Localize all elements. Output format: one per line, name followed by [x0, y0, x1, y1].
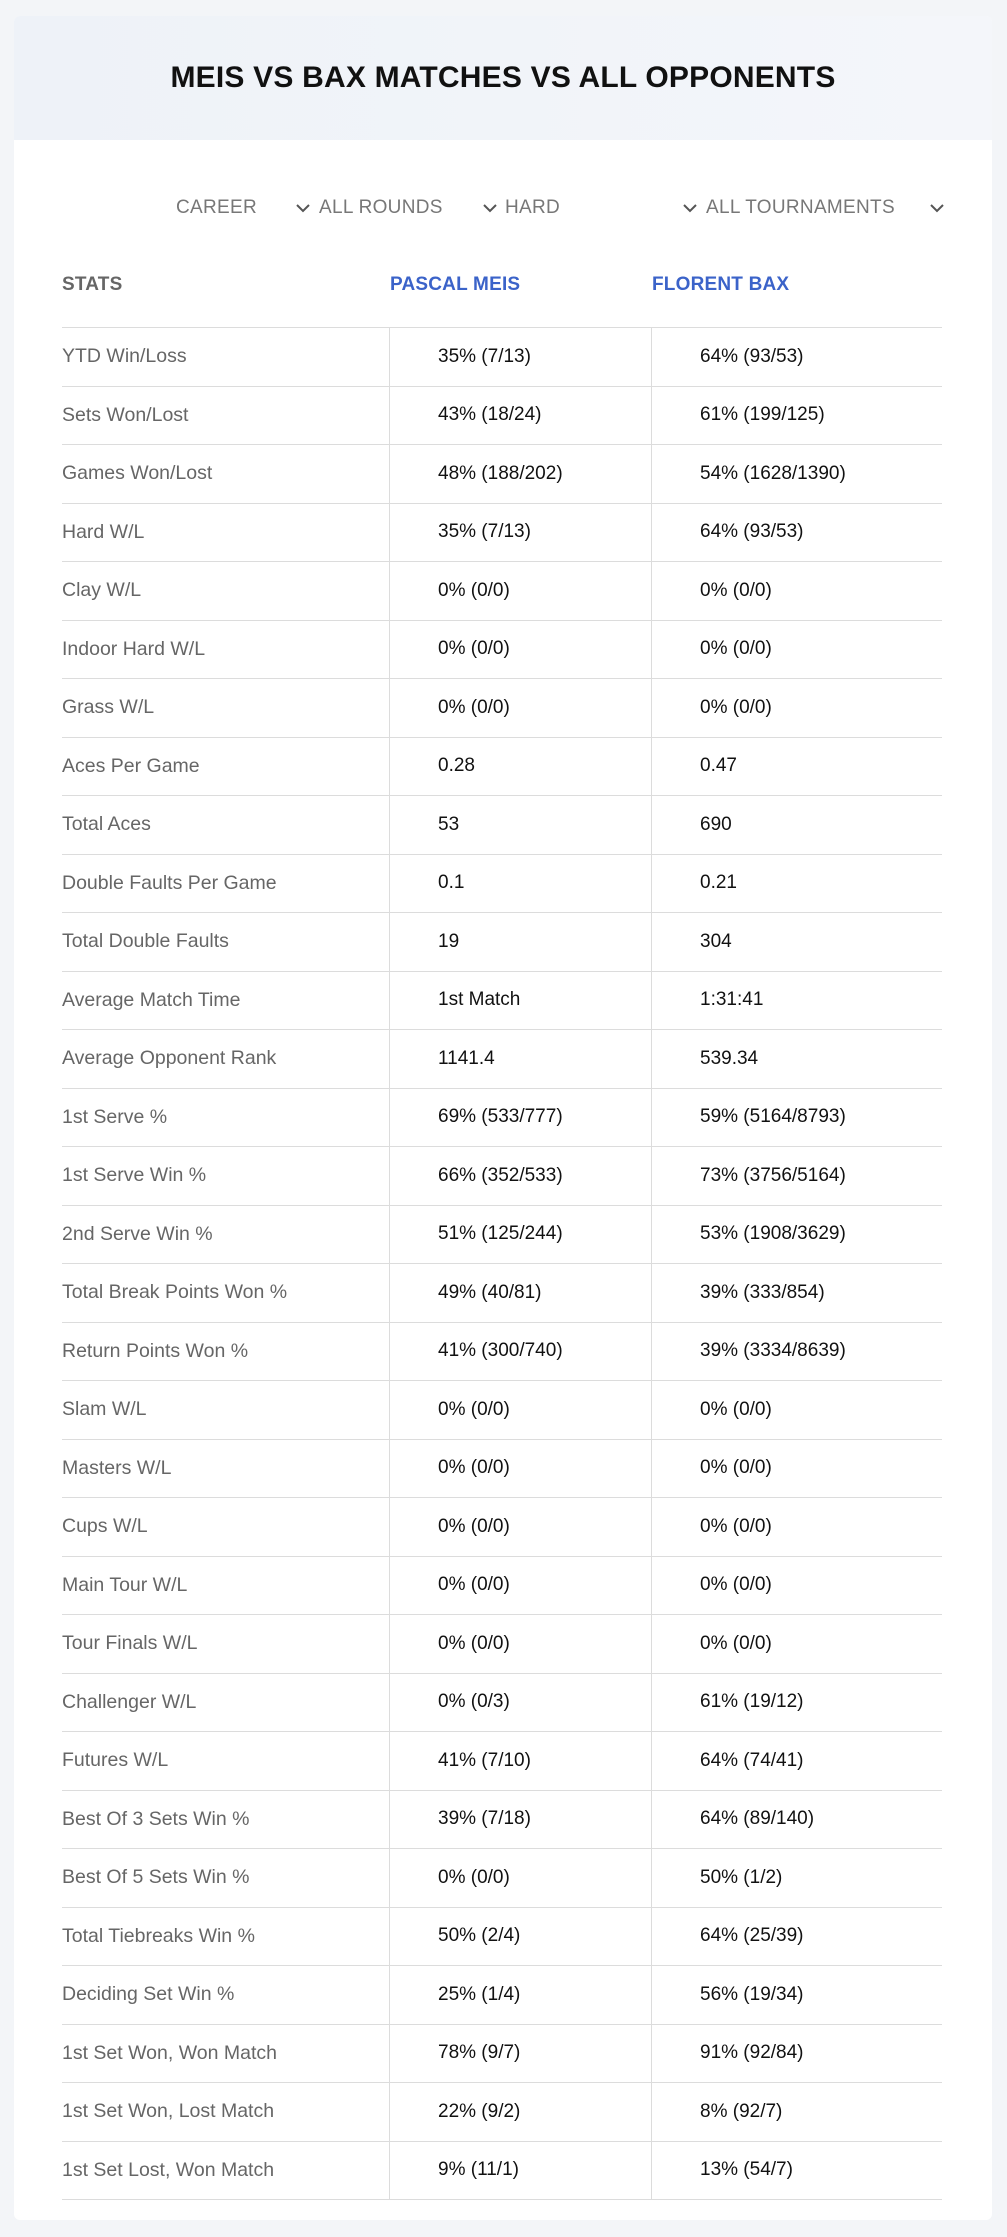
player1-value: 0% (0/0): [438, 696, 510, 718]
table-row: [62, 972, 942, 1031]
table-row: [62, 2083, 942, 2142]
table-row: [62, 1966, 942, 2025]
table-row: [62, 445, 942, 504]
player2-value: 0.21: [700, 872, 737, 894]
column-header-player2[interactable]: FLORENT BAX: [652, 274, 790, 295]
player2-value: 73% (3756/5164): [700, 1164, 846, 1186]
player1-value: 41% (7/10): [438, 1749, 531, 1771]
player2-value: 0.47: [700, 755, 737, 777]
player2-value: 8% (92/7): [700, 2100, 783, 2122]
player2-value: 1:31:41: [700, 989, 764, 1011]
table-row: [62, 1030, 942, 1089]
stat-label: Total Aces: [62, 813, 151, 836]
chevron-down-icon: [928, 199, 946, 217]
table-row: [62, 1908, 942, 1967]
card-header: [14, 16, 992, 140]
filter-bar: [14, 188, 992, 228]
player2-value: 64% (74/41): [700, 1749, 804, 1771]
stat-label: Masters W/L: [62, 1456, 172, 1479]
stat-label: 1st Set Lost, Won Match: [62, 2158, 275, 2181]
player1-value: 50% (2/4): [438, 1925, 521, 1947]
stat-label: Challenger W/L: [62, 1690, 197, 1713]
stat-label: Best Of 5 Sets Win %: [62, 1866, 250, 1889]
table-row: [62, 2025, 942, 2084]
player1-value: 48% (188/202): [438, 462, 563, 484]
stat-label: 1st Set Won, Won Match: [62, 2041, 277, 2064]
table-row: [62, 855, 942, 914]
table-row: [62, 679, 942, 738]
table-row: [62, 1440, 942, 1499]
table-row: [62, 1557, 942, 1616]
player1-value: 0% (0/3): [438, 1691, 510, 1713]
stat-label: Games Won/Lost: [62, 462, 213, 485]
player1-value: 51% (125/244): [438, 1223, 563, 1245]
player1-value: 0% (0/0): [438, 1398, 510, 1420]
player2-value: 61% (19/12): [700, 1691, 804, 1713]
round-dropdown[interactable]: [319, 188, 499, 228]
player2-value: 64% (89/140): [700, 1808, 815, 1830]
player2-value: 64% (25/39): [700, 1925, 804, 1947]
player1-value: 53: [438, 813, 460, 835]
player2-value: 39% (3334/8639): [700, 1340, 846, 1362]
stat-label: Total Double Faults: [62, 930, 229, 953]
player1-value: 0% (0/0): [438, 638, 510, 660]
player2-value: 0% (0/0): [700, 638, 772, 660]
stat-label: Futures W/L: [62, 1749, 169, 1772]
player1-value: 0% (0/0): [438, 1866, 510, 1888]
stat-label: Return Points Won %: [62, 1339, 249, 1362]
player2-value: 0% (0/0): [700, 696, 772, 718]
table-row: [62, 1615, 942, 1674]
stat-label: Hard W/L: [62, 520, 145, 543]
table-body: [62, 328, 942, 2200]
player2-value: 0% (0/0): [700, 1632, 772, 1654]
stat-label: Deciding Set Win %: [62, 1983, 235, 2006]
player2-value: 59% (5164/8793): [700, 1106, 846, 1128]
chevron-down-icon: [681, 199, 699, 217]
table-row: [62, 328, 942, 387]
stat-label: Sets Won/Lost: [62, 403, 189, 426]
player1-value: 0.28: [438, 755, 475, 777]
table-row: [62, 1849, 942, 1908]
player1-value: 49% (40/81): [438, 1281, 542, 1303]
player1-value: 35% (7/13): [438, 521, 531, 543]
period-dropdown[interactable]: [176, 188, 312, 228]
table-row: [62, 1206, 942, 1265]
stats-table: [62, 252, 942, 2200]
player2-value: 39% (333/854): [700, 1281, 825, 1303]
stat-label: 1st Set Won, Lost Match: [62, 2100, 275, 2123]
player2-value: 0% (0/0): [700, 1574, 772, 1596]
player1-value: 0% (0/0): [438, 1574, 510, 1596]
stat-label: Tour Finals W/L: [62, 1632, 198, 1655]
player1-value: 39% (7/18): [438, 1808, 531, 1830]
player2-value: 0% (0/0): [700, 1457, 772, 1479]
period-dropdown-value: CAREER: [176, 197, 257, 218]
stat-label: 1st Serve %: [62, 1105, 168, 1128]
stat-label: Main Tour W/L: [62, 1573, 188, 1596]
stat-label: 2nd Serve Win %: [62, 1222, 213, 1245]
stat-label: Aces Per Game: [62, 754, 200, 777]
table-row: [62, 1147, 942, 1206]
table-row: [62, 1732, 942, 1791]
player2-value: 0% (0/0): [700, 1515, 772, 1537]
stat-label: 1st Serve Win %: [62, 1164, 207, 1187]
table-row: [62, 2142, 942, 2201]
player1-value: 22% (9/2): [438, 2100, 521, 2122]
player2-value: 50% (1/2): [700, 1866, 783, 1888]
table-row: [62, 1791, 942, 1850]
table-header: [62, 252, 942, 328]
table-row: [62, 913, 942, 972]
stat-label: Clay W/L: [62, 579, 142, 602]
player1-value: 19: [438, 930, 460, 952]
player2-value: 690: [700, 813, 732, 835]
table-row: [62, 621, 942, 680]
player1-value: 0% (0/0): [438, 1632, 510, 1654]
chevron-down-icon: [481, 199, 499, 217]
player1-value: 0.1: [438, 872, 465, 894]
player1-value: 43% (18/24): [438, 404, 542, 426]
stat-label: Indoor Hard W/L: [62, 637, 206, 660]
stat-label: Best Of 3 Sets Win %: [62, 1807, 250, 1830]
tournament-dropdown[interactable]: [706, 188, 946, 228]
stat-label: Cups W/L: [62, 1515, 148, 1538]
stat-label: Average Match Time: [62, 988, 241, 1011]
column-divider: [389, 328, 390, 2200]
surface-dropdown-value: HARD: [505, 197, 561, 218]
player1-value: 35% (7/13): [438, 345, 531, 367]
player2-value: 64% (93/53): [700, 345, 804, 367]
player2-value: 64% (93/53): [700, 521, 804, 543]
stat-label: Grass W/L: [62, 696, 155, 719]
chevron-down-icon: [294, 199, 312, 217]
player1-value: 78% (9/7): [438, 2042, 521, 2064]
table-row: [62, 1089, 942, 1148]
table-row: [62, 1323, 942, 1382]
stat-label: Average Opponent Rank: [62, 1047, 277, 1070]
player1-value: 0% (0/0): [438, 1457, 510, 1479]
player2-value: 56% (19/34): [700, 1983, 804, 2005]
round-dropdown-value: ALL ROUNDS: [319, 197, 443, 218]
player2-value: 539.34: [700, 1047, 759, 1069]
table-row: [62, 387, 942, 446]
player1-value: 0% (0/0): [438, 579, 510, 601]
stat-label: YTD Win/Loss: [62, 345, 187, 368]
stat-label: Double Faults Per Game: [62, 871, 277, 894]
table-row: [62, 796, 942, 855]
player1-value: 9% (11/1): [438, 2159, 519, 2181]
player2-value: 0% (0/0): [700, 579, 772, 601]
player1-value: 69% (533/777): [438, 1106, 563, 1128]
player2-value: 13% (54/7): [700, 2159, 793, 2181]
table-row: [62, 1498, 942, 1557]
page-title: MEIS VS BAX MATCHES VS ALL OPPONENTS: [170, 61, 836, 94]
tournament-dropdown-value: ALL TOURNAMENTS: [706, 197, 895, 218]
player1-value: 66% (352/533): [438, 1164, 563, 1186]
table-row: [62, 562, 942, 621]
table-row: [62, 1674, 942, 1733]
player2-value: 0% (0/0): [700, 1398, 772, 1420]
surface-dropdown[interactable]: [505, 188, 700, 228]
player1-value: 0% (0/0): [438, 1515, 510, 1537]
player2-value: 61% (199/125): [700, 404, 825, 426]
stat-label: Total Tiebreaks Win %: [62, 1924, 255, 1947]
column-header-stats: STATS: [62, 274, 123, 295]
stat-label: Slam W/L: [62, 1398, 147, 1421]
table-row: [62, 1381, 942, 1440]
player1-value: 1141.4: [438, 1047, 495, 1069]
table-row: [62, 738, 942, 797]
player2-value: 304: [700, 930, 732, 952]
stat-label: Total Break Points Won %: [62, 1281, 288, 1304]
player1-value: 41% (300/740): [438, 1340, 563, 1362]
column-header-player1[interactable]: PASCAL MEIS: [390, 274, 521, 295]
player2-value: 53% (1908/3629): [700, 1223, 846, 1245]
stats-card: [14, 16, 992, 2220]
column-divider: [651, 328, 652, 2200]
player1-value: 25% (1/4): [438, 1983, 521, 2005]
table-row: [62, 504, 942, 563]
table-row: [62, 1264, 942, 1323]
player2-value: 54% (1628/1390): [700, 462, 846, 484]
player2-value: 91% (92/84): [700, 2042, 804, 2064]
player1-value: 1st Match: [438, 989, 521, 1011]
